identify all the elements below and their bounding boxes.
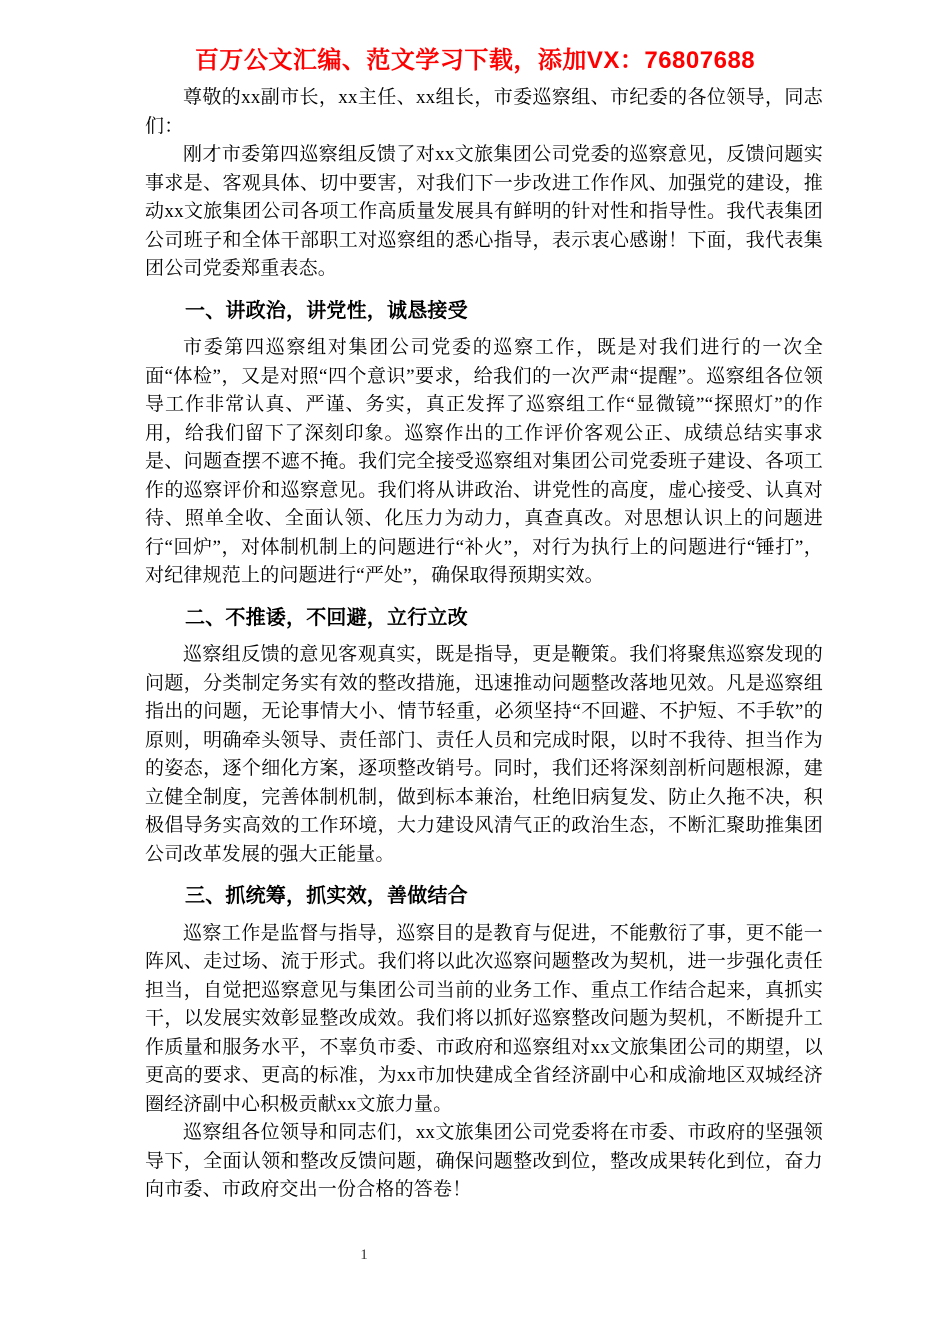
section-heading-2: 二、不推诿，不回避，立行立改 xyxy=(185,606,468,629)
page-number: 1 xyxy=(360,1247,368,1263)
paragraph-opening: 刚才市委第四巡察组反馈了对xx文旅集团公司党委的巡察意见，反馈问题实事求是、客观具体、切中要害，对我们下一步改进工作作风、加强党的建设，推动xx文旅集团公司各项工作高质量发展具有鲜明的针对性和指导性。我代表集团公司班子和全体干部职工对巡察组的悉心指导，表示衷心感谢！下面，我代表集团公司党委郑重表态。 xyxy=(145,144,823,279)
section-heading-1: 一、讲政治，讲党性，诚恳接受 xyxy=(185,299,468,322)
paragraph-closing: 巡察组各位领导和同志们，xx文旅集团公司党委将在市委、市政府的坚强领导下，全面认领和整改反馈问题，确保问题整改到位，整改成果转化到位，奋力向市委、市政府交出一份合格的答卷！ xyxy=(145,1122,823,1200)
paragraph-section-1: 市委第四巡察组对集团公司党委的巡察工作，既是对我们进行的一次全面“体检”，又是对照“四个意识”要求，给我们的一次严肃“提醒”。巡察组各位领导工作非常认真、严谨、务实，真正发挥了巡察组工作“显微镜”“探照灯”的作用，给我们留下了深刻印象。巡察作出的工作评价客观公正、成绩总结实事求是、问题查摆不遮不掩。我们完全接受巡察组对集团公司党委班子建设、各项工作的巡察评价和巡察意见。我们将从讲政治、讲党性的高度，虚心接受、认真对待、照单全收、全面认领、化压力为动力，真查真改。对思想认识上的问题进行“回炉”，对体制机制上的问题进行“补火”，对行为执行上的问题进行“锤打”，对纪律规范上的问题进行“严处”，确保取得预期实效。 xyxy=(145,337,823,586)
paragraph-section-3: 巡察工作是监督与指导，巡察目的是教育与促进，不能敷衍了事，更不能一阵风、走过场、流于形式。我们将以此次巡察问题整改为契机，进一步强化责任担当，自觉把巡察意见与集团公司当前的业务工作、重点工作结合起来，真抓实干，以发展实效彰显整改成效。我们将以抓好巡察整改问题为契机，不断提升工作质量和服务水平，不辜负市委、市政府和巡察组对xx文旅集团公司的期望，以更高的要求、更高的标准，为xx市加快建成全省经济副中心和成渝地区双城经济圈经济副中心积极贡献xx文旅力量。 xyxy=(145,922,823,1115)
document-body xyxy=(145,84,823,1205)
section-heading-3: 三、抓统筹，抓实效，善做结合 xyxy=(185,885,468,907)
paragraph-section-2: 巡察组反馈的意见客观真实，既是指导，更是鞭策。我们将聚焦巡察发现的问题，分类制定务实有效的整改措施，迅速推动问题整改落地见效。凡是巡察组指出的问题，无论事情大小、情节轻重，必须坚持“不回避、不护短、不手软”的原则，明确牵头领导、责任部门、责任人员和完成时限，以时不我待、担当作为的姿态，逐个细化方案，逐项整改销号。同时，我们还将深刻剖析问题根源，建立健全制度，完善体制机制，做到标本兼治，杜绝旧病复发、防止久拖不决，积极倡导务实高效的工作环境，大力建设风清气正的政治生态，不断汇聚助推集团公司改革发展的强大正能量。 xyxy=(145,644,823,865)
salutation: 尊敬的xx副市长，xx主任、xx组长，市委巡察组、市纪委的各位领导，同志们： xyxy=(145,87,823,137)
header-ad-notice: 百万公文汇编、范文学习下载，添加VX：76807688 xyxy=(194,47,756,74)
